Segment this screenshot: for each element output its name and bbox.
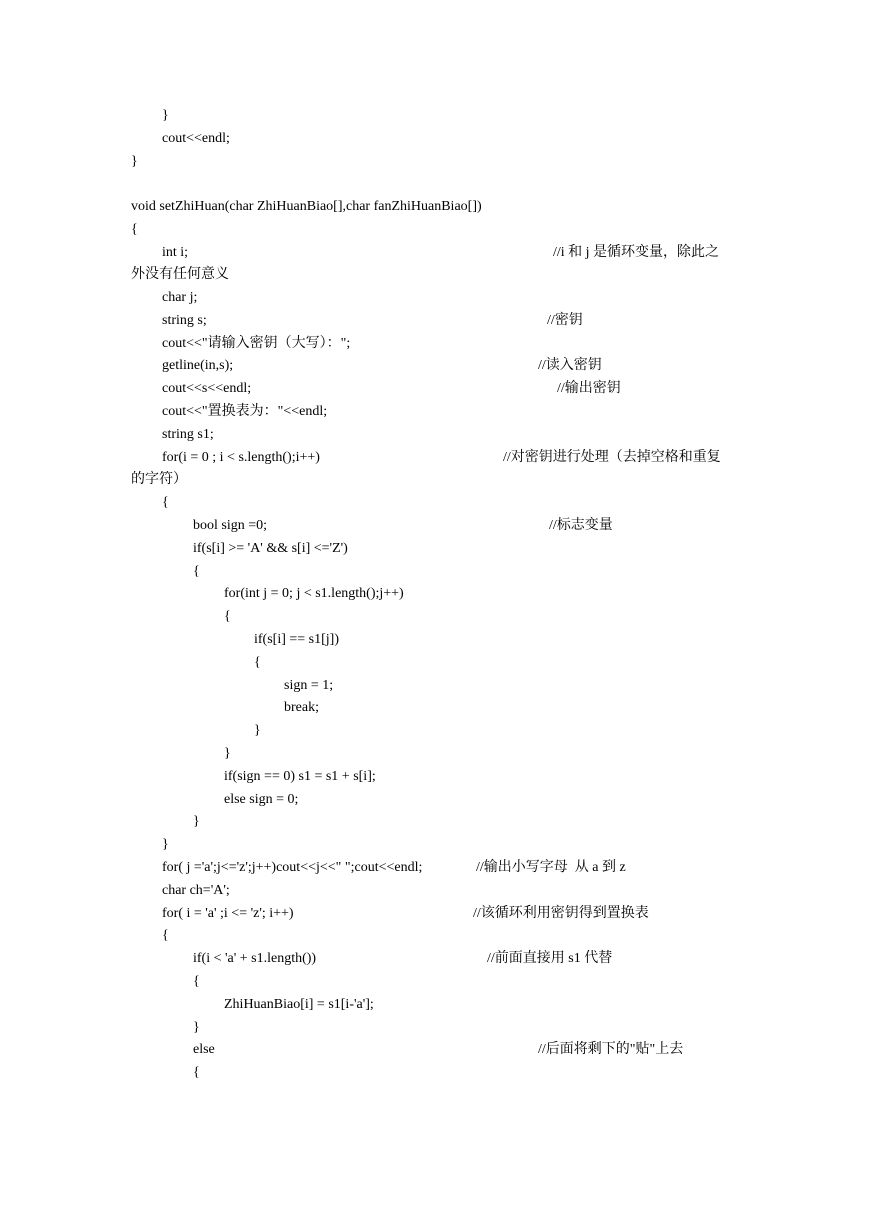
code-line: { <box>254 655 261 670</box>
code-comment: //输出密钥 <box>557 381 621 396</box>
code-comment: //i 和 j 是循环变量，除此之 <box>553 245 720 260</box>
code-line: { <box>193 974 200 989</box>
code-line: char j; <box>162 290 198 305</box>
code-line: { <box>193 564 200 579</box>
code-comment: //后面将剩下的"贴"上去 <box>538 1042 684 1057</box>
code-line: cout<<"请输入密钥（大写）："; <box>162 336 351 351</box>
code-line: int i; <box>162 245 189 260</box>
code-line: 的字符） <box>131 472 187 487</box>
code-line: cout<<s<<endl; <box>162 381 252 396</box>
code-line: ZhiHuanBiao[i] = s1[i-'a']; <box>224 997 374 1012</box>
code-line: if(i < 'a' + s1.length()) <box>193 951 317 966</box>
code-comment: //密钥 <box>547 313 583 328</box>
code-line: { <box>131 222 138 237</box>
code-comment: //标志变量 <box>549 518 613 533</box>
code-line: if(sign == 0) s1 = s1 + s[i]; <box>224 769 376 784</box>
code-line: if(s[i] >= 'A' && s[i] <='Z') <box>193 541 348 556</box>
code-line: { <box>224 609 231 624</box>
code-line: if(s[i] == s1[j]) <box>254 632 339 647</box>
code-line: void setZhiHuan(char ZhiHuanBiao[],char fanZhiHuanBiao[]) <box>131 199 482 214</box>
code-line: } <box>193 1020 200 1035</box>
code-line: } <box>224 746 231 761</box>
code-line: else sign = 0; <box>224 792 299 807</box>
code-line: string s; <box>162 313 207 328</box>
code-line: } <box>162 837 169 852</box>
code-line: for( i = 'a' ;i <= 'z'; i++) <box>162 906 294 921</box>
code-line: for(int j = 0; j < s1.length();j++) <box>224 586 404 601</box>
code-line: 外没有任何意义 <box>131 267 229 282</box>
code-line: } <box>162 108 169 123</box>
code-line: { <box>193 1065 200 1080</box>
code-line: cout<<"置换表为："<<endl; <box>162 404 328 419</box>
code-line: } <box>131 154 138 169</box>
code-line: { <box>162 495 169 510</box>
code-comment: //该循环利用密钥得到置换表 <box>473 906 649 921</box>
code-line: break; <box>284 700 319 715</box>
code-comment: //前面直接用 s1 代替 <box>487 951 613 966</box>
code-comment: //对密钥进行处理（去掉空格和重复 <box>503 450 721 465</box>
code-line: { <box>162 928 169 943</box>
code-line: sign = 1; <box>284 678 334 693</box>
code-comment: //输出小写字母 从 a 到 z <box>476 860 626 875</box>
code-line: for(i = 0 ; i < s.length();i++) <box>162 450 320 465</box>
code-line: } <box>254 723 261 738</box>
code-comment: //读入密钥 <box>538 358 602 373</box>
code-line: cout<<endl; <box>162 131 230 146</box>
code-line: else <box>193 1042 215 1057</box>
code-line: char ch='A'; <box>162 883 230 898</box>
code-line: getline(in,s); <box>162 358 234 373</box>
code-line: for( j ='a';j<='z';j++)cout<<j<<" ";cout<<endl; <box>162 860 423 875</box>
code-line: bool sign =0; <box>193 518 268 533</box>
code-line: } <box>193 814 200 829</box>
code-line: string s1; <box>162 427 214 442</box>
